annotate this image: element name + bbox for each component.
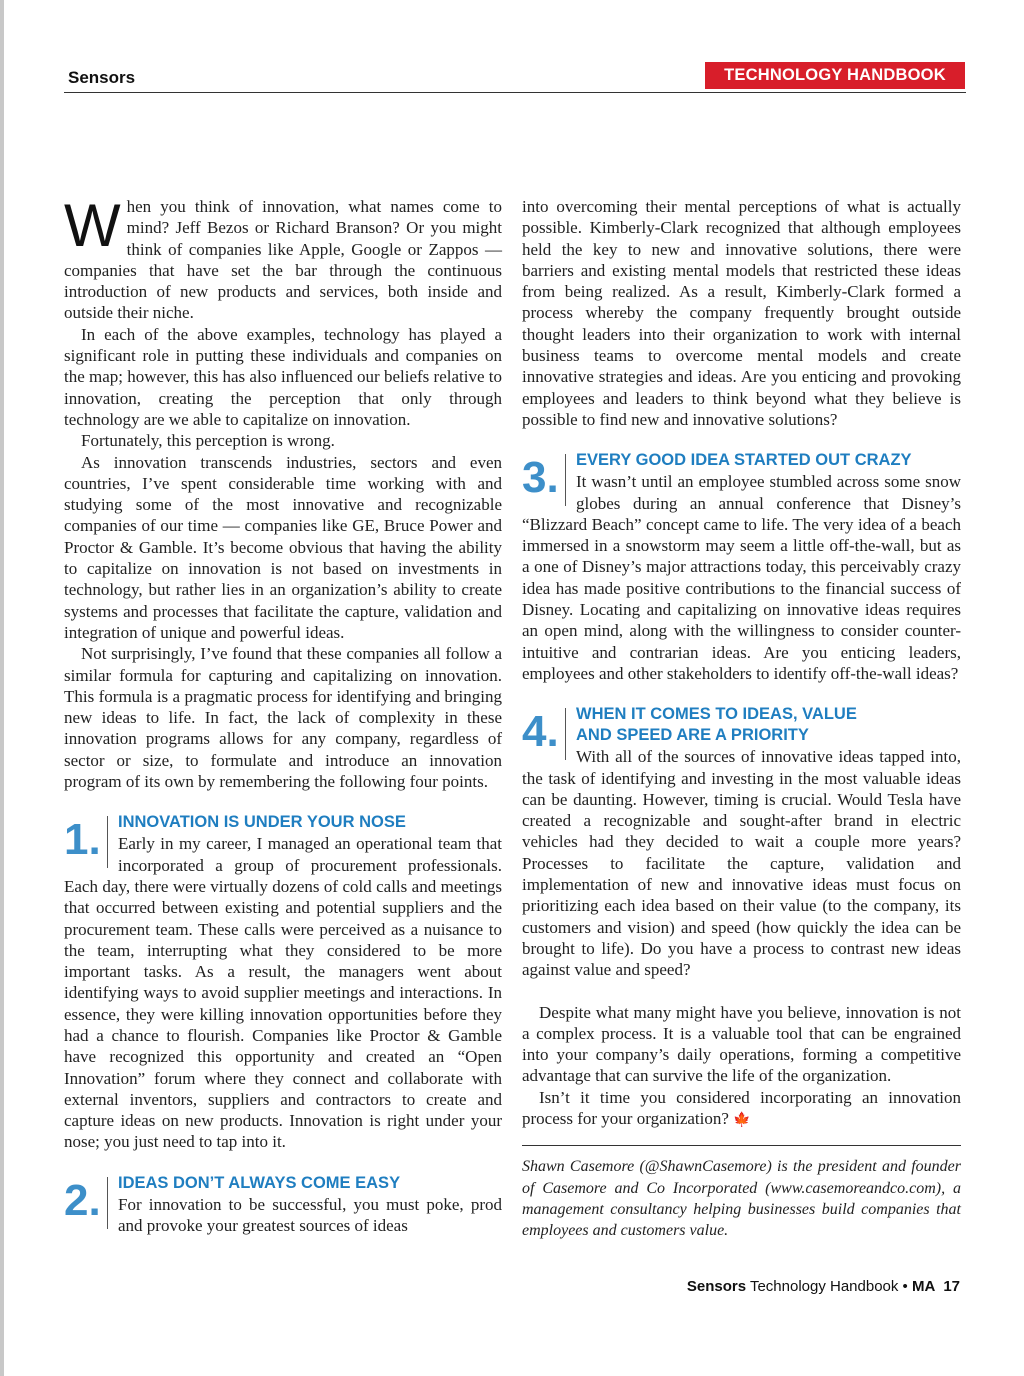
page-edge (0, 0, 4, 1376)
section-number-1: 1. (64, 816, 110, 866)
intro-paragraph-3: Fortunately, this perception is wrong. (81, 431, 335, 451)
section-1 (64, 812, 502, 1152)
section-number-2: 2. (64, 1177, 110, 1227)
maple-leaf-icon: 🍁 (733, 1112, 751, 1128)
section-2 (64, 1173, 502, 1237)
section-number-3: 3. (522, 454, 568, 504)
section-heading-1: INNOVATION IS UNDER YOUR NOSE (118, 813, 406, 832)
right-column (522, 196, 961, 1241)
footer-edition: MA (911, 1278, 936, 1295)
section-label: Sensors (68, 68, 136, 87)
section-heading-3: EVERY GOOD IDEA STARTED OUT CRAZY (576, 451, 912, 470)
bio-divider (522, 1145, 961, 1146)
page-number: 17 (943, 1278, 960, 1295)
header-divider (64, 92, 966, 93)
section-body-4: With all of the sources of innovative ideas tapped into, the task of identifying and investing in the most valuable ideas can be daunting. However, timing is crucial. Would Tesla have created a recognizable and sought-after brand in electric vehicles had they decided to wait a couple more years? Processes to facilitate the capture, validation and implementation of new and innovative ideas must focus on prioritizing each idea based on their value (to the company, its customers and vision) and speed (how quickly the idea can be brought to life). Do you have a process to contrast new ideas against value and speed? (522, 747, 961, 980)
section-3 (522, 450, 961, 684)
intro-paragraph-5: Not surprisingly, I’ve found that these companies all follow a similar formula for capturing and capitalizing on innovation. This formula is a pragmatic process for identifying and bringing new ideas to life. In fact, the lack of complexity in these innovation programs allows for any company, regardless of sector or size, to formulate and introduce an innovation program of its own by remembering the following four points. (64, 644, 502, 792)
section-number-4: 4. (522, 708, 568, 758)
conclusion-paragraph-1: Despite what many might have you believe, innovation is not a complex process. It is a valuable tool that can be engrained into your company’s daily operations, forming a competitive advantage that can survive the life of the organization. (522, 1002, 961, 1086)
section-body-3: It wasn’t until an employee stumbled across some snow globes during an annual conference that Disney’s “Blizzard Beach” concept came to life. The very idea of a beach immersed in a snowstorm may seem a little off-the-wall, but as a one of Disney’s major attractions today, this perceivably crazy idea has made positive contributions to the financial success of Disney. Locating and capitalizing on innovative ideas requires an open mind, along with the willingness to consider counter-intuitive and contrarian ideas. Are you enticing leaders, employees and other stakeholders to identify off-the-wall ideas? (522, 472, 961, 683)
section-body-1: Early in my career, I managed an operational team that incorporated a group of procurement professionals. Each day, there were virtually dozens of cold calls and meetings that occurred between existing and potential suppliers and the procurement team. These calls were perceived as a nuisance to the team, interrupting what they considered to be more important tasks. As a result, the managers went about identifying ways to avoid supplier meetings and interactions. In essence, they were killing innovation opportunities before they had a chance to flourish. Companies like Proctor & Gamble have recognized this opportunity and created an “Open Innovation” forum where they connect and collaborate with external inventors, suppliers and contractors to create and capture ideas on new products. Innovation is right under your nose; you just need to tap into it. (64, 834, 502, 1152)
intro-paragraph-4: As innovation transcends industries, sectors and even countries, I’ve spent considerable time working with and studying some of the most innovative and recognizable companies of our time — companies like GE, Bruce Power and Proctor & Gamble. It’s become obvious that having the ability to capitalize on innovation is not based on investments in technology, but rather lies in an organization’s ability to create systems and processes that facilitate the capture, validation and integration of unique and powerful ideas. (64, 452, 502, 642)
left-column (64, 192, 502, 1236)
section-heading-2: IDEAS DON’T ALWAYS COME EASY (118, 1173, 401, 1192)
intro-paragraph-1: When you think of innovation, what names come to mind? Jeff Bezos or Richard Branson? Or you might think of companies like Apple, Google or Zappos — companies that have set the bar through the continuous introduction of new products and services, both inside and outside their niche. (64, 192, 502, 323)
handbook-badge: TECHNOLOGY HANDBOOK (705, 62, 965, 89)
page-footer (687, 1278, 960, 1295)
conclusion-paragraph-2: Isn’t it time you considered incorporating an innovation process for your organization? 🍁 (522, 1087, 961, 1128)
section-body-2-continued: into overcoming their mental perceptions of what is actually possible. Kimberly-Clark recognized that although employees held the key to new and innovative solutions, there were barriers and existing mental models that restricted these ideas from being realized. As a result, Kimberly-Clark formed a process whereby the company frequently brought outside thought leaders into their organization to work with internal business teams to overcome mental models and create innovative strategies and ideas. Are you enticing and provoking employees and leaders to think beyond what they believe is possible to find new and innovative solutions? (522, 197, 961, 429)
footer-brand: Sensors (686, 1278, 747, 1295)
section-heading-4: WHEN IT COMES TO IDEAS, VALUE AND SPEED ARE A PRIORITY (576, 705, 857, 745)
section-4 (522, 704, 961, 980)
intro-paragraph-2: In each of the above examples, technology has played a significant role in putting these individuals and companies on the map; however, this has also influenced our beliefs relative to innovation, creating the perception that only through technology are we able to capitalize on innovation. (64, 324, 502, 429)
author-bio: Shawn Casemore (@ShawnCasemore) is the president and founder of Casemore and Co Incorporated (www.casemoreandco.com), a management consultancy helping businesses build companies that employees and customers value. (522, 1158, 961, 1240)
section-body-2-start: For innovation to be successful, you must poke, prod and provoke your greatest sources of ideas (118, 1194, 502, 1236)
drop-cap: W (64, 192, 121, 259)
footer-title: Technology Handbook • (746, 1278, 912, 1295)
